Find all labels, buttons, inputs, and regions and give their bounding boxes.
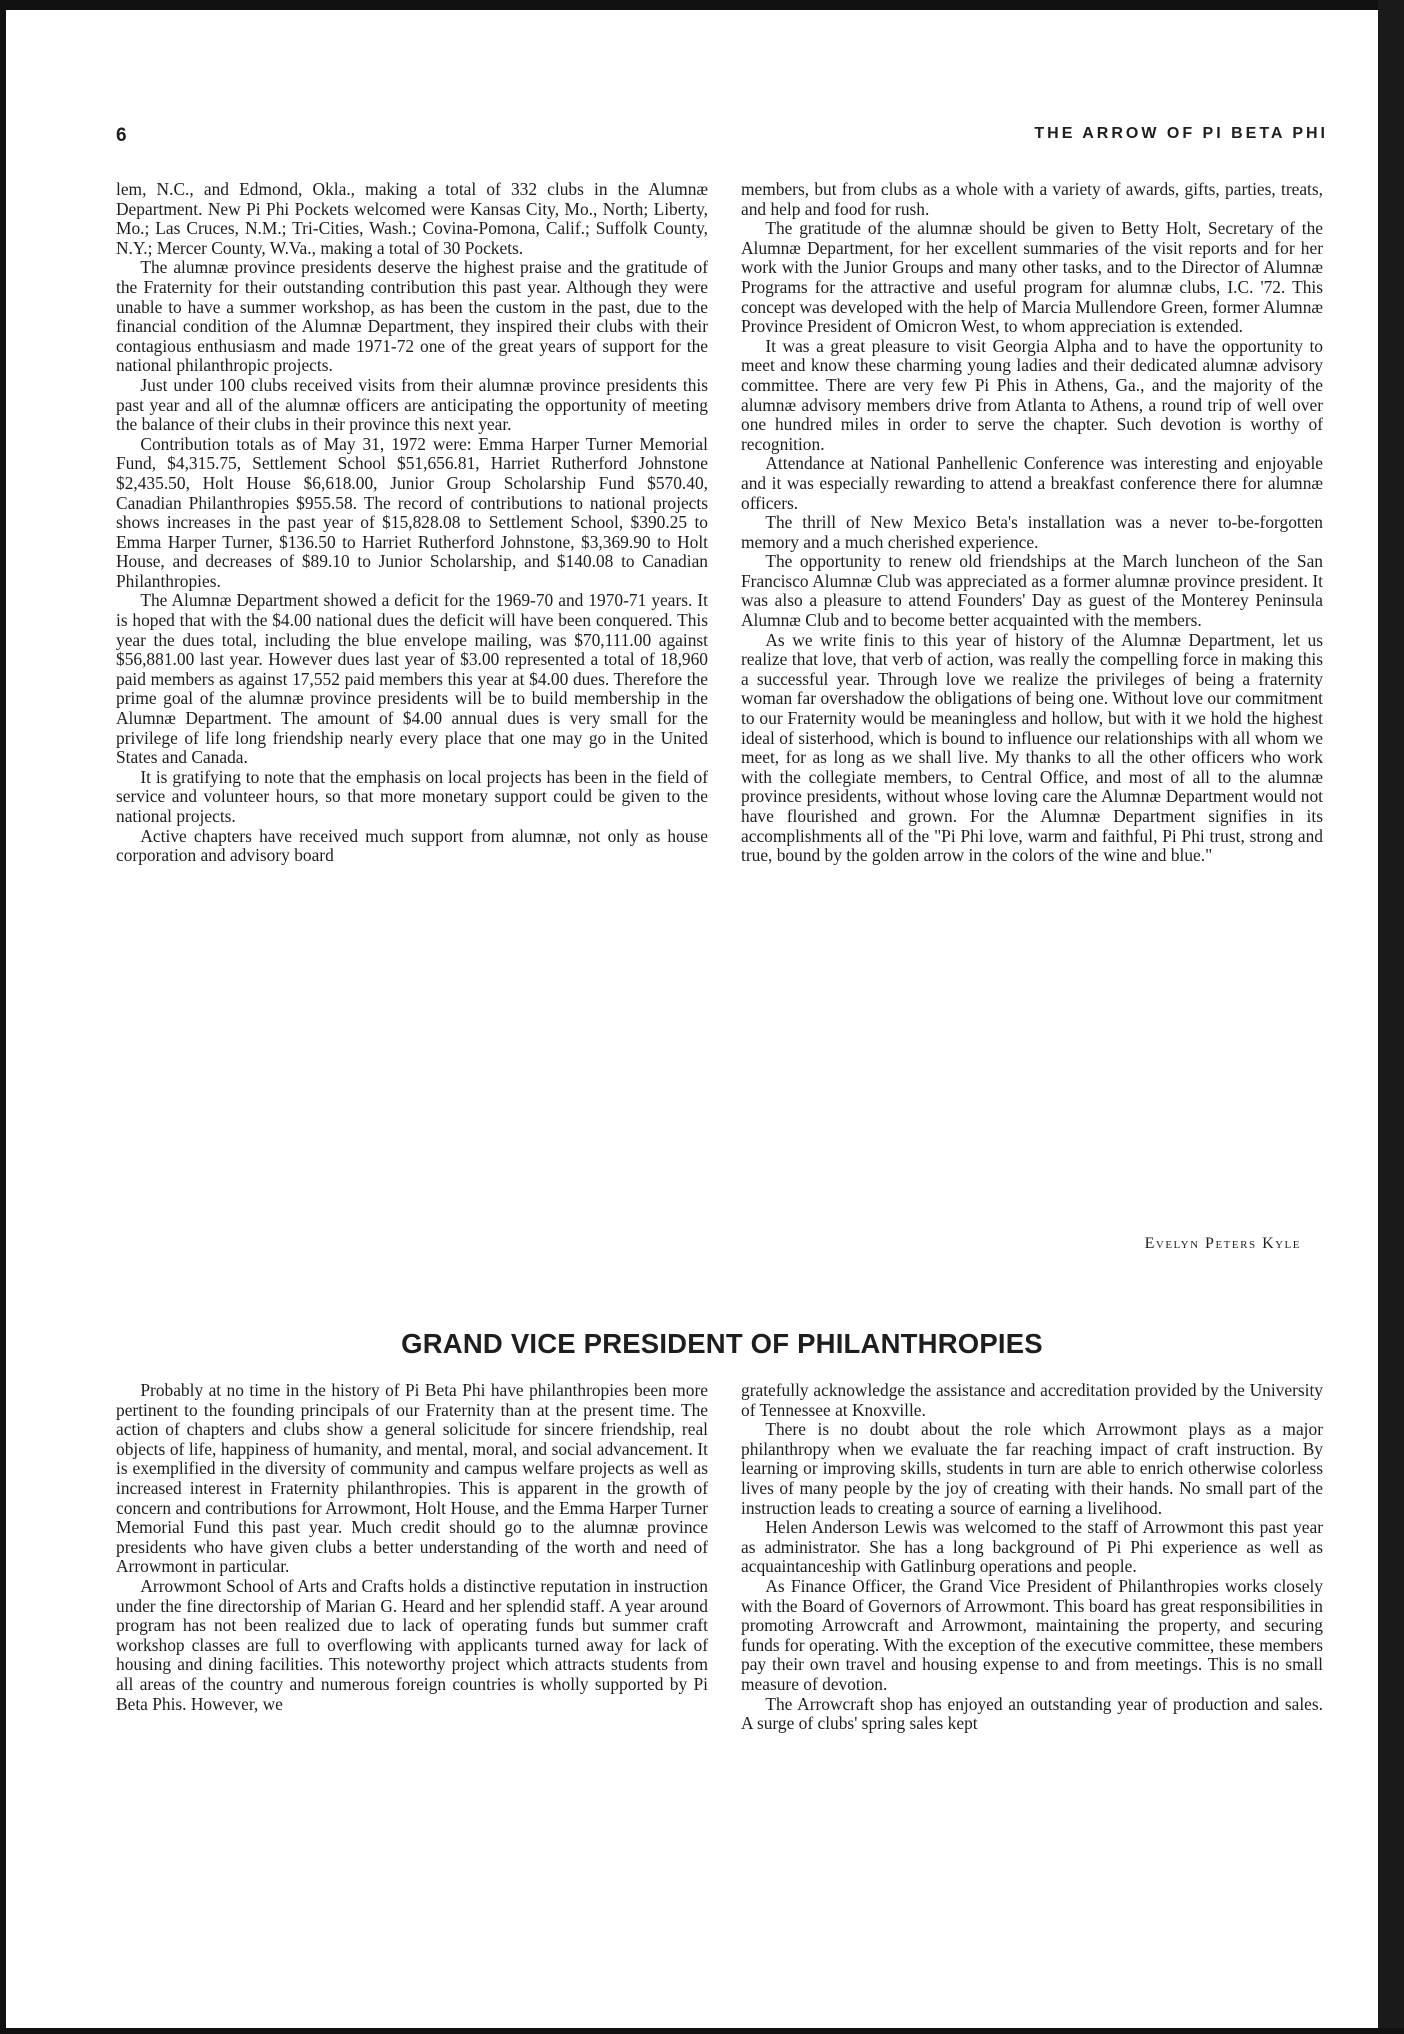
paragraph: Contribution totals as of May 31, 1972 were: Emma Harper Turner Memorial Fund, $4,315.75, Settlement School $51,656.81, Harriet Rutherford Johnstone $2,435.50, Holt House $6,618.00, Junior Group Scholarship Fund $570.40, Canadian Philanthropies $955.58. The record of contributions to national projects shows increases in the past year of $15,828.08 to Settlement School, $390.25 to Emma Harper Turner, $136.50 to Harriet Rutherford Johnstone, $3,369.90 to Holt House, and decreases of $89.10 to Junior Scholarship, and $140.08 to Canadian Philanthropies. — [116, 433, 708, 591]
author-signature: Evelyn Peters Kyle — [1144, 1235, 1301, 1252]
paragraph: The alumnæ province presidents deserve the highest praise and the gratitude of the Fraternity for their outstanding contribution this past year. Although they were unable to have a summer workshop, as has been the custom in the past, due to the financial condition of the Alumnæ Department, they inspired their clubs with their contagious enthusiasm and made 1971-72 one of the great years of support for the national philanthropic projects. — [116, 257, 708, 376]
scan-border-left — [0, 0, 6, 2034]
paragraph: gratefully acknowledge the assistance and accreditation provided by the University of Tennessee at Knoxville. — [741, 1380, 1323, 1420]
philanthropies-right-column — [741, 1381, 1323, 1734]
paragraph: Helen Anderson Lewis was welcomed to the staff of Arrowmont this past year as administrator. She has a long background of Pi Phi experience as well as acquaintanceship with Gatlinburg operations and people. — [741, 1517, 1323, 1577]
philanthropies-left-column — [116, 1381, 708, 1714]
alumnae-report-right-column — [741, 180, 1323, 866]
section-heading: GRAND VICE PRESIDENT OF PHILANTHROPIES — [401, 1328, 1043, 1359]
paragraph: Arrowmont School of Arts and Crafts holds a distinctive reputation in instruction under the fine directorship of Marian G. Heard and her splendid staff. A year around program has not been realized due to lack of operating funds but summer craft workshop classes are full to overflowing with applicants turned away for lack of housing and dining facilities. This noteworthy project which attracts students from all areas of the country and numerous foreign countries is wholly supported by Pi Beta Phis. However, we — [116, 1575, 708, 1714]
page-header — [116, 125, 1328, 149]
paragraph: There is no doubt about the role which Arrowmont plays as a major philanthropy when we evaluate the far reaching impact of craft instruction. By learning or improving skills, students in turn are able to enrich otherwise colorless lives of many people by the joy of creating with their hands. No small part of the instruction leads to creating a source of earning a livelihood. — [741, 1419, 1323, 1518]
paragraph: Attendance at National Panhellenic Conference was interesting and enjoyable and it was especially rewarding to attend a breakfast conference there for alumnæ officers. — [741, 453, 1323, 513]
paragraph: The thrill of New Mexico Beta's installation was a never to-be-forgotten memory and a much cherished experience. — [741, 512, 1323, 552]
paragraph: As Finance Officer, the Grand Vice President of Philanthropies works closely with the Board of Governors of Arrowmont. This board has great responsibilities in promoting Arrowcraft and Arrowmont, maintaining the property, and securing funds for operating. With the exception of the executive committee, these members pay their own travel and housing expense to and from meetings. This is no small measure of devotion. — [741, 1575, 1323, 1694]
paragraph: As we write finis to this year of history of the Alumnæ Department, let us realize that love, that verb of action, was really the compelling force in making this a successful year. Through love we realize the privileges of being a fraternity woman far overshadow the obligations of being one. Without love our commitment to our Fraternity would be meaningless and hollow, but with it we hold the highest ideal of sisterhood, which is bound to influence our relationships with all whom we meet, for as long as we shall live. My thanks to all the other officers who work with the collegiate members, to Central Office, and most of all to the alumnæ province presidents, without whose loving care the Alumnæ Department would not have flourished and grown. For the Alumnæ Department signifies in its accomplishments all of the "Pi Phi love, warm and faithful, Pi Phi trust, strong and true, bound by the golden arrow in the colors of the wine and blue." — [741, 629, 1323, 866]
paragraph: Active chapters have received much support from alumnæ, not only as house corporation and advisory board — [116, 825, 708, 866]
alumnae-report-left-column — [116, 180, 708, 866]
paragraph: Probably at no time in the history of Pi Beta Phi have philanthropies been more pertinent to the founding principals of our Fraternity than at the present time. The action of chapters and clubs show a general solicitude for sincere friendship, real objects of life, happiness of humanity, and mental, moral, and social advancement. It is exemplified in the diversity of community and campus welfare projects as well as increased interest in Fraternity philanthropies. This is apparent in the growth of concern and contributions for Arrowmont, Holt House, and the Emma Harper Turner Memorial Fund this past year. Much credit should go to the alumnæ province presidents who have given clubs a better understanding of the worth and need of Arrowmont in particular. — [116, 1380, 708, 1577]
paragraph: It was a great pleasure to visit Georgia Alpha and to have the opportunity to meet and know these charming young ladies and their dedicated alumnæ advisory committee. There are very few Pi Phis in Athens, Ga., and the majority of the alumnæ advisory members drive from Atlanta to Athens, a round trip of well over one hundred miles in order to serve the chapter. Such devotion is worthy of recognition. — [741, 335, 1323, 454]
paragraph: It is gratifying to note that the emphasis on local projects has been in the field of service and volunteer hours, so that more monetary support could be given to the national projects. — [116, 766, 708, 826]
paragraph: lem, N.C., and Edmond, Okla., making a total of 332 clubs in the Alumnæ Department. New Pi Phi Pockets welcomed were Kansas City, Mo., North; Liberty, Mo.; Las Cruces, N.M.; Tri-Cities, Wash.; Covina-Pomona, Calif.; Suffolk County, N.Y.; Mercer County, W.Va., making a total of 30 Pockets. — [116, 179, 708, 258]
running-title: THE ARROW OF PI BETA PHI — [1034, 125, 1328, 142]
scan-border-right — [1378, 0, 1404, 2034]
scan-border-bottom — [0, 2028, 1404, 2034]
paragraph: The Alumnæ Department showed a deficit for the 1969-70 and 1970-71 years. It is hoped that with the $4.00 national dues the deficit will have been conquered. This year the dues total, including the blue envelope mailing, was $70,111.00 against $56,881.00 last year. However dues last year of $3.00 represented a total of 18,960 paid members as against 17,552 paid members this year at $4.00 dues. Therefore the prime goal of the alumnæ province presidents will be to build membership in the Alumnæ Department. The amount of $4.00 annual dues is very small for the privilege of life long friendship nearly every place that one may go in the United States and Canada. — [116, 590, 708, 768]
paragraph: The Arrowcraft shop has enjoyed an outstanding year of production and sales. A surge of clubs' spring sales kept — [741, 1693, 1323, 1734]
paragraph: The opportunity to renew old friendships at the March luncheon of the San Francisco Alumnæ Club was appreciated as a former alumnæ province president. It was also a pleasure to attend Founders' Day as guest of the Monterey Peninsula Alumnæ Club and to become better acquainted with the members. — [741, 551, 1323, 631]
page-number: 6 — [116, 125, 127, 146]
scan-border-top — [0, 0, 1404, 10]
paragraph: Just under 100 clubs received visits from their alumnæ province presidents this past year and all of the alumnæ officers are anticipating the opportunity of meeting the balance of their clubs in their province this next year. — [116, 374, 708, 435]
paragraph: members, but from clubs as a whole with a variety of awards, gifts, parties, treats, and help and food for rush. — [741, 179, 1323, 219]
paragraph: The gratitude of the alumnæ should be given to Betty Holt, Secretary of the Alumnæ Department, for her excellent summaries of the visit reports and for her work with the Junior Groups and many other tasks, and to the Director of Alumnæ Programs for the attractive and useful program for alumnæ clubs, I.C. '72. This concept was developed with the help of Marcia Mullendore Green, former Alumnæ Province President of Omicron West, to whom appreciation is extended. — [741, 218, 1323, 337]
